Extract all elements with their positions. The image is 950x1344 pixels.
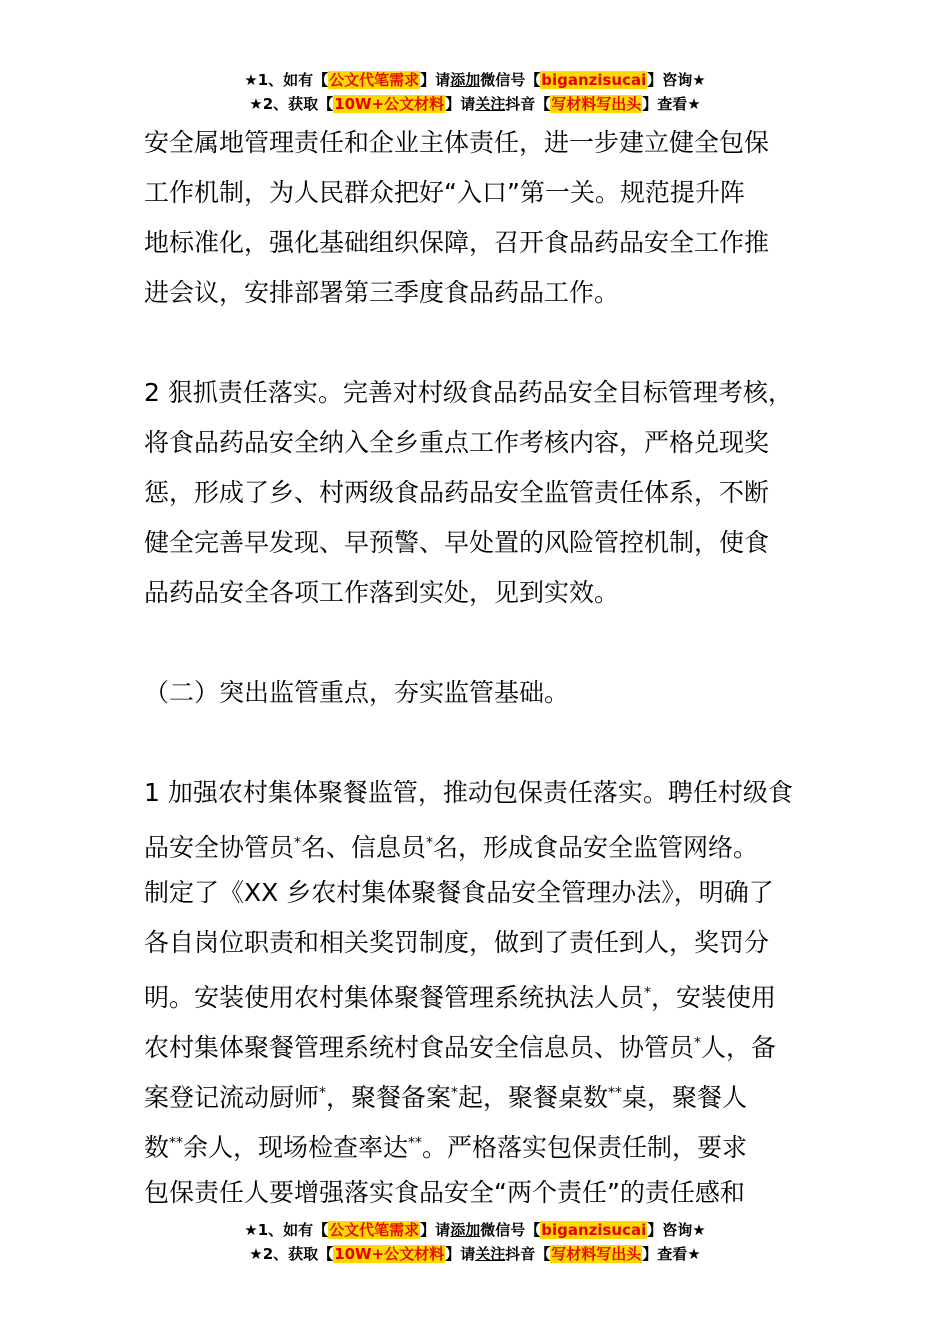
paragraph-line: 各自岗位职责和相关奖罚制度，做到了责任到人，奖罚分	[144, 928, 770, 957]
paragraph-line: 制定了《XX 乡农村集体聚餐食品安全管理办法》，明确了	[144, 878, 774, 907]
paragraph-line: 安全属地管理责任和企业主体责任，进一步建立健全包保	[144, 128, 770, 157]
paragraph-line: 明。安装使用农村集体聚餐管理系统执法人员*，安装使用	[144, 983, 777, 1012]
redacted-mark: *	[694, 1035, 702, 1051]
redacted-mark: *	[294, 835, 302, 851]
paragraph-line: 包保责任人要增强落实食品安全“两个责任”的责任感和	[144, 1178, 745, 1207]
paragraph-line: 2 狠抓责任落实。完善对村级食品药品安全目标管理考核，	[144, 378, 793, 407]
paragraph-line: 案登记流动厨师*，聚餐备案*起，聚餐桌数**桌，聚餐人	[144, 1083, 748, 1112]
paragraph-gap	[144, 718, 812, 768]
highlight-service: 公文代笔需求	[329, 1221, 420, 1239]
section-heading: （二）突出监管重点，夯实监管基础。	[144, 678, 570, 707]
paragraph-line: 地标准化，强化基础组织保障，召开食品药品安全工作推	[144, 228, 770, 257]
banner-line-2: ★2、获取【10W+公文材料】请关注抖音【写材料写出头】查看★	[249, 95, 701, 113]
redacted-mark: *	[426, 835, 434, 851]
redacted-mark: **	[408, 1135, 423, 1151]
paragraph-line: 1 加强农村集体聚餐监管，推动包保责任落实。聘任村级食	[144, 778, 793, 807]
header-banner	[0, 68, 950, 116]
banner-line-1: ★1、如有【公文代笔需求】请添加微信号【biganzisucai】咨询★	[244, 1221, 706, 1239]
footer-banner	[0, 1218, 950, 1266]
redacted-mark: **	[169, 1135, 184, 1151]
paragraph-line: 数**余人，现场检查率达**。严格落实包保责任制，要求	[144, 1133, 748, 1162]
paragraph-line: 健全完善早发现、早预警、早处置的风险管控机制，使食	[144, 528, 770, 557]
paragraph-gap	[144, 318, 812, 368]
paragraph-line: 将食品药品安全纳入全乡重点工作考核内容，严格兑现奖	[144, 428, 770, 457]
paragraph-line: 工作机制，为人民群众把好“入口”第一关。规范提升阵	[144, 178, 745, 207]
paragraph-gap	[144, 618, 812, 668]
paragraph-line: 惩，形成了乡、村两级食品药品安全监管责任体系，不断	[144, 478, 770, 507]
redacted-mark: **	[608, 1085, 623, 1101]
highlight-wechat-id: biganzisucai	[541, 1221, 647, 1239]
highlight-douyin-account: 写材料写出头	[551, 1245, 642, 1263]
highlight-materials: 10W+公文材料	[334, 95, 445, 113]
highlight-materials: 10W+公文材料	[334, 1245, 445, 1263]
document-body	[144, 118, 812, 1218]
paragraph-line: 品安全协管员*名、信息员*名，形成食品安全监管网络。	[144, 833, 759, 862]
paragraph-line: 品药品安全各项工作落到实处，见到实效。	[144, 578, 620, 607]
redacted-mark: *	[644, 985, 652, 1001]
highlight-douyin-account: 写材料写出头	[551, 95, 642, 113]
highlight-service: 公文代笔需求	[329, 71, 420, 89]
redacted-mark: *	[451, 1085, 459, 1101]
paragraph-line: 农村集体聚餐管理系统村食品安全信息员、协管员*人，备	[144, 1033, 777, 1062]
banner-line-2: ★2、获取【10W+公文材料】请关注抖音【写材料写出头】查看★	[249, 1245, 701, 1263]
paragraph-line: 进会议，安排部署第三季度食品药品工作。	[144, 278, 620, 307]
banner-line-1: ★1、如有【公文代笔需求】请添加微信号【biganzisucai】咨询★	[244, 71, 706, 89]
highlight-wechat-id: biganzisucai	[541, 71, 647, 89]
redacted-mark: *	[319, 1085, 327, 1101]
